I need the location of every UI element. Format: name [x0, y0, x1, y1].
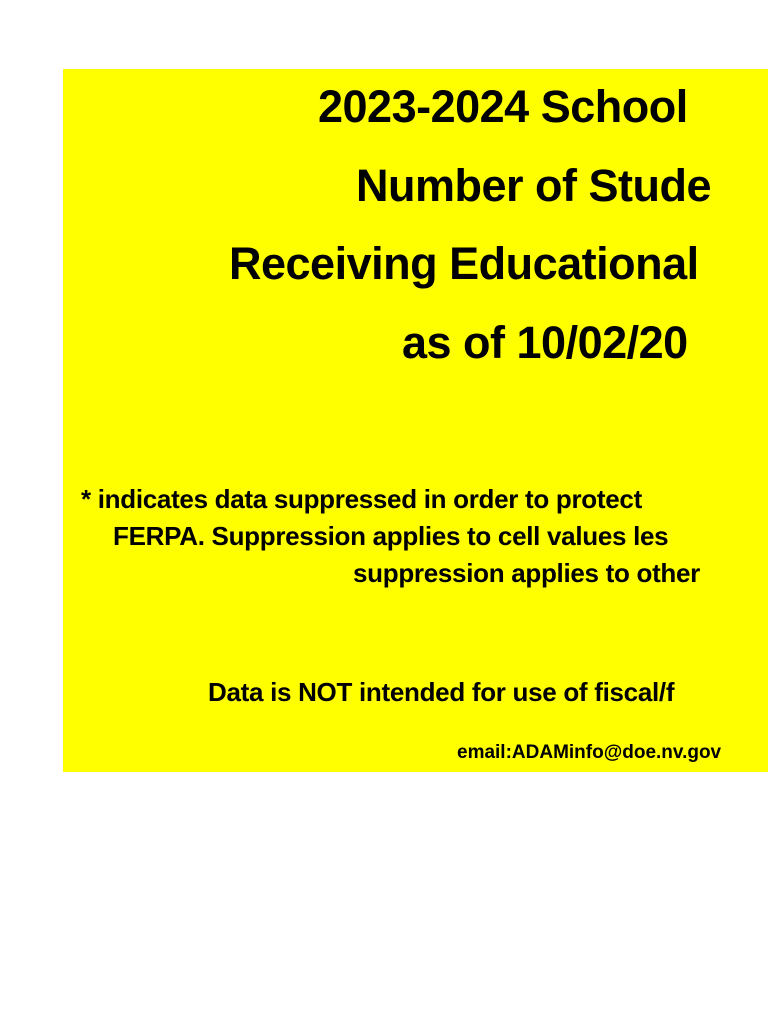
- title-line-2: Number of Stude: [356, 160, 712, 211]
- title-line-4: as of 10/02/20: [402, 317, 688, 368]
- suppression-note-line-3: suppression applies to other: [353, 558, 700, 588]
- yellow-banner: [63, 69, 768, 772]
- contact-email: email:ADAMinfo@doe.nv.gov: [457, 742, 722, 763]
- title-line-1: 2023-2024 School: [318, 81, 688, 132]
- suppression-note-line-2: FERPA. Suppression applies to cell values les: [113, 521, 669, 551]
- suppression-note-line-1: * indicates data suppressed in order to protect: [81, 484, 642, 514]
- fiscal-disclaimer: Data is NOT intended for use of fiscal/f: [208, 677, 675, 707]
- title-line-3: Receiving Educational: [229, 238, 699, 289]
